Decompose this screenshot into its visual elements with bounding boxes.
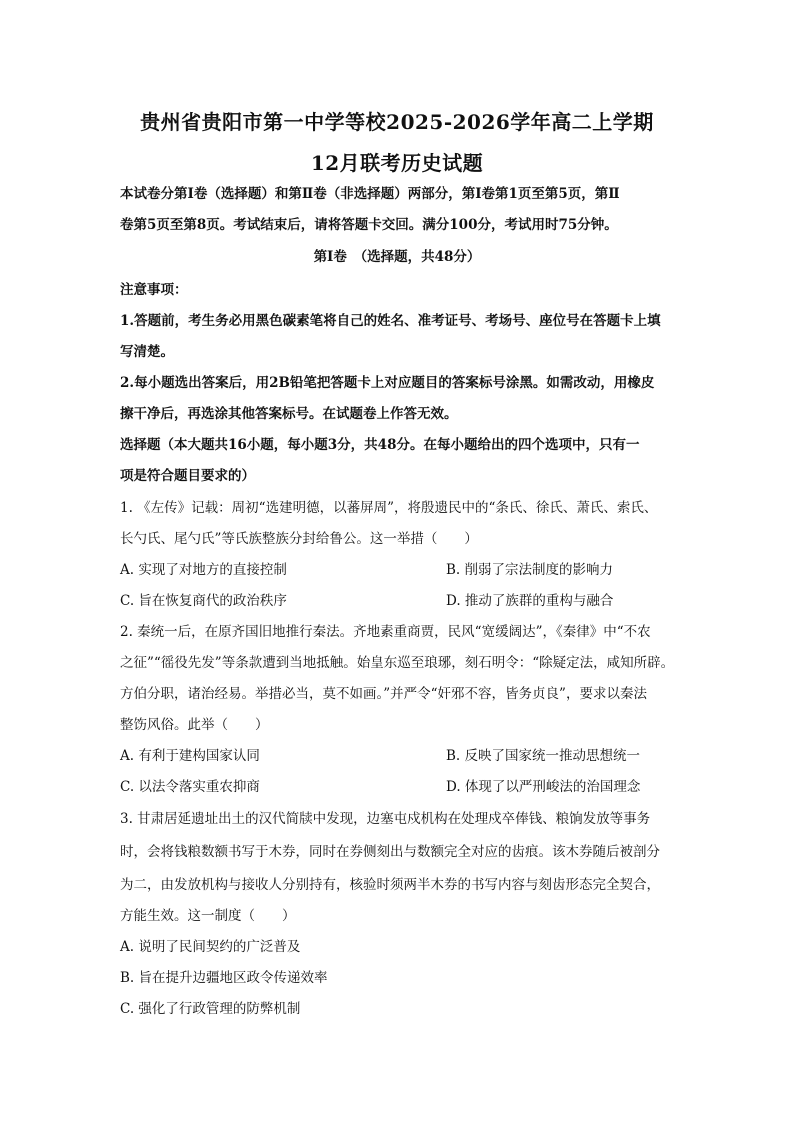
q2-option-a: A. 有利于建构国家认同 [120,748,260,764]
q3-stem-line1: 3. 甘肃居延遗址出土的汉代简牍中发现，边塞屯戍机构在处理戍卒俸钱、粮饷发放等事务 [120,811,651,827]
exam-title-line1: 贵州省贵阳市第一中学等校2025-2026学年高二上学期 [140,110,654,134]
q2-stem-line2: 之征”“徭役先发”等条款遭到当地抵触。始皇东巡至琅琊，刻石明令：“除疑定法，咸知所辟。 [120,655,675,671]
q1-option-b: B. 削弱了宗法制度的影响力 [446,562,614,578]
q2-option-c: C. 以法令落实重农抑商 [120,779,260,795]
intro-line2: 卷第5页至第8页。考试结束后，请将答题卡交回。满分100分，考试用时75分钟。 [120,217,618,233]
q3-stem-line4: 方能生效。这一制度（ ） [120,908,296,924]
note-1-line2: 写清楚。 [120,344,174,360]
q3-option-c: C. 强化了行政管理的防弊机制 [120,1001,301,1017]
notes-heading: 注意事项： [120,282,188,298]
q1-option-d: D. 推动了族群的重构与融合 [446,593,614,609]
q2-option-d: D. 体现了以严刑峻法的治国理念 [446,779,641,795]
q1-stem-line2: 长勺氏、尾勺氏”等氏族整族分封给鲁公。这一举措（ ） [120,531,478,547]
intro-line1: 本试卷分第Ⅰ卷（选择题）和第Ⅱ卷（非选择题）两部分，第Ⅰ卷第1页至第5页，第Ⅱ [120,186,620,202]
note-2-line1: 2.每小题选出答案后，用2B铅笔把答题卡上对应题目的答案标号涂黑。如需改动，用橡皮 [120,375,655,391]
choice-intro-line1: 选择题（本大题共16小题，每小题3分，共48分。在每小题给出的四个选项中，只有一 [120,437,640,453]
note-1-line1: 1.答题前，考生务必用黑色碳素笔将自己的姓名、准考证号、考场号、座位号在答题卡上填 [120,313,661,329]
q2-option-b: B. 反映了国家统一推动思想统一 [446,748,641,764]
note-2-line2: 擦干净后，再选涂其他答案标号。在试题卷上作答无效。 [120,406,458,422]
q2-stem-line4: 整饬风俗。此举（ ） [120,717,269,733]
q1-option-c: C. 旨在恢复商代的政治秩序 [120,593,287,609]
q3-stem-line3: 为二，由发放机构与接收人分别持有，核验时须两半木券的书写内容与刻齿形态完全契合， [120,877,660,893]
exam-title-line2: 12月联考历史试题 [310,151,484,175]
q3-stem-line2: 时，会将钱粮数额书写于木券，同时在券侧刻出与数额完全对应的齿痕。该木券随后被剖分 [120,844,660,860]
q3-option-a: A. 说明了民间契约的广泛普及 [120,939,301,955]
section-header: 第Ⅰ卷 （选择题，共48分） [313,249,481,265]
choice-intro-line2: 项是符合题目要求的） [120,468,255,484]
q2-stem-line3: 方伯分职，诸治经易。举措必当，莫不如画。”并严令“奸邪不容，皆务贞良”，要求以秦法 [120,686,647,702]
q3-option-b: B. 旨在提升边疆地区政令传递效率 [120,970,328,986]
q1-stem-line1: 1. 《左传》记载：周初“选建明德，以蕃屏周”，将殷遗民中的“条氏、徐氏、萧氏、索氏、 [120,500,658,516]
q1-option-a: A. 实现了对地方的直接控制 [120,562,287,578]
q2-stem-line1: 2. 秦统一后，在原齐国旧地推行秦法。齐地素重商贾，民风“宽缓阔达”，《秦律》中“不农 [120,624,651,640]
